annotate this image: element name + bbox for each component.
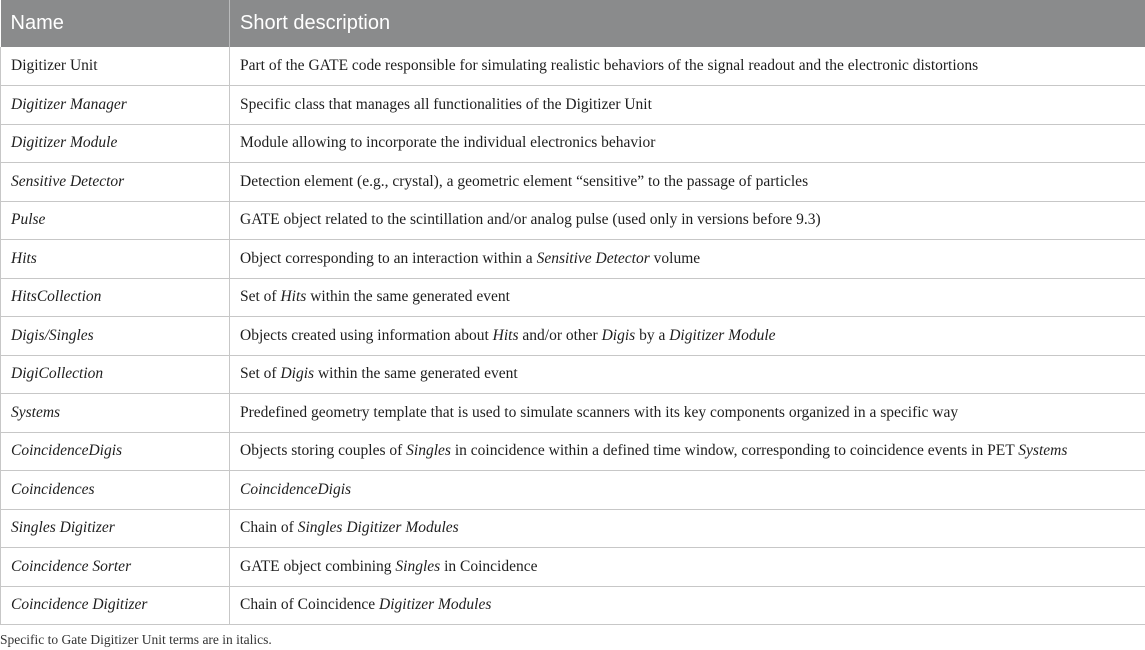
table-row [1, 47, 1145, 86]
description-italic-term: CoincidenceDigis [240, 480, 352, 498]
description-italic-term: Digis [601, 326, 636, 344]
term-name-cell: Singles Digitizer [1, 509, 230, 548]
description-italic-term: Hits [280, 288, 307, 306]
term-name-cell: Digitizer Module [1, 124, 230, 163]
term-description-cell [230, 86, 1145, 125]
description-text: Predefined geometry template that is used to simulate scanners with its key components organized in a specific way [240, 403, 959, 421]
term-name-cell: Digitizer Manager [1, 86, 230, 125]
term-description-cell [230, 509, 1145, 548]
description-text: Module allowing to incorporate the individual electronics behavior [240, 134, 656, 152]
table-body [1, 47, 1145, 625]
header-row [1, 0, 1145, 47]
table-row [1, 509, 1145, 548]
description-text: volume [649, 249, 701, 267]
table-row [1, 86, 1145, 125]
description-text: Set of [240, 365, 281, 383]
table-row [1, 163, 1145, 202]
table-row [1, 394, 1145, 433]
description-italic-term: Singles Digitizer Modules [297, 519, 459, 537]
term-description-cell [230, 471, 1145, 510]
table-row [1, 124, 1145, 163]
term-description-cell [230, 278, 1145, 317]
table-row [1, 317, 1145, 356]
description-text: in coincidence within a defined time window, corresponding to coincidence events in PET [450, 442, 1019, 460]
description-text: Specific class that manages all functionalities of the Digitizer Unit [240, 95, 652, 113]
term-description-cell [230, 201, 1145, 240]
table-row [1, 240, 1145, 279]
description-italic-term: Digitizer Module [669, 326, 776, 344]
term-name-cell: Pulse [1, 201, 230, 240]
term-name-cell: HitsCollection [1, 278, 230, 317]
term-description-cell [230, 240, 1145, 279]
description-text: and/or other [518, 326, 602, 344]
description-text: Chain of [240, 519, 298, 537]
description-text: Objects created using information about [240, 326, 493, 344]
term-description-cell [230, 394, 1145, 433]
table-row [1, 432, 1145, 471]
table-row [1, 586, 1145, 625]
term-name-cell: Systems [1, 394, 230, 433]
term-name-cell: CoincidenceDigis [1, 432, 230, 471]
description-text: GATE object related to the scintillation and/or analog pulse (used only in versions before 9.3) [240, 211, 821, 229]
header-short-description: Short description [230, 0, 1145, 47]
description-italic-term: Digis [280, 365, 315, 383]
description-text: within the same generated event [314, 365, 518, 383]
description-text: GATE object combining [240, 557, 396, 575]
description-text: Object corresponding to an interaction within a [240, 249, 537, 267]
description-text: Set of [240, 288, 281, 306]
term-name-cell: Digis/Singles [1, 317, 230, 356]
term-description-cell [230, 355, 1145, 394]
description-italic-term: Singles [395, 557, 441, 575]
term-description-cell [230, 47, 1145, 86]
description-text: Chain of Coincidence [240, 596, 380, 614]
table-header [1, 0, 1145, 47]
description-italic-term: Digitizer Modules [379, 596, 492, 614]
term-description-cell [230, 163, 1145, 202]
term-description-cell [230, 432, 1145, 471]
table-row [1, 201, 1145, 240]
term-name-cell: Coincidences [1, 471, 230, 510]
table-row [1, 355, 1145, 394]
term-description-cell [230, 586, 1145, 625]
header-name: Name [1, 0, 230, 47]
term-name-cell: Hits [1, 240, 230, 279]
term-name-cell: Digitizer Unit [1, 47, 230, 86]
description-text: Objects storing couples of [240, 442, 407, 460]
description-text: within the same generated event [306, 288, 510, 306]
term-name-cell: Coincidence Sorter [1, 548, 230, 587]
description-text: in Coincidence [440, 557, 538, 575]
term-description-cell [230, 548, 1145, 587]
description-text: by a [635, 326, 670, 344]
description-italic-term: Hits [492, 326, 519, 344]
term-name-cell: Coincidence Digitizer [1, 586, 230, 625]
description-text: Part of the GATE code responsible for simulating realistic behaviors of the signal readout and the electronic distortions [240, 57, 979, 74]
description-text: Detection element (e.g., crystal), a geometric element “sensitive” to the passage of particles [240, 172, 809, 190]
table-footnote: Specific to Gate Digitizer Unit terms are in italics. [0, 632, 272, 647]
description-italic-term: Systems [1018, 442, 1068, 460]
term-description-cell [230, 317, 1145, 356]
table-row [1, 278, 1145, 317]
description-italic-term: Sensitive Detector [536, 249, 650, 267]
term-name-cell: Sensitive Detector [1, 163, 230, 202]
table-row [1, 548, 1145, 587]
term-name-cell: DigiCollection [1, 355, 230, 394]
term-description-cell [230, 124, 1145, 163]
description-italic-term: Singles [406, 442, 451, 460]
table-row [1, 471, 1145, 510]
